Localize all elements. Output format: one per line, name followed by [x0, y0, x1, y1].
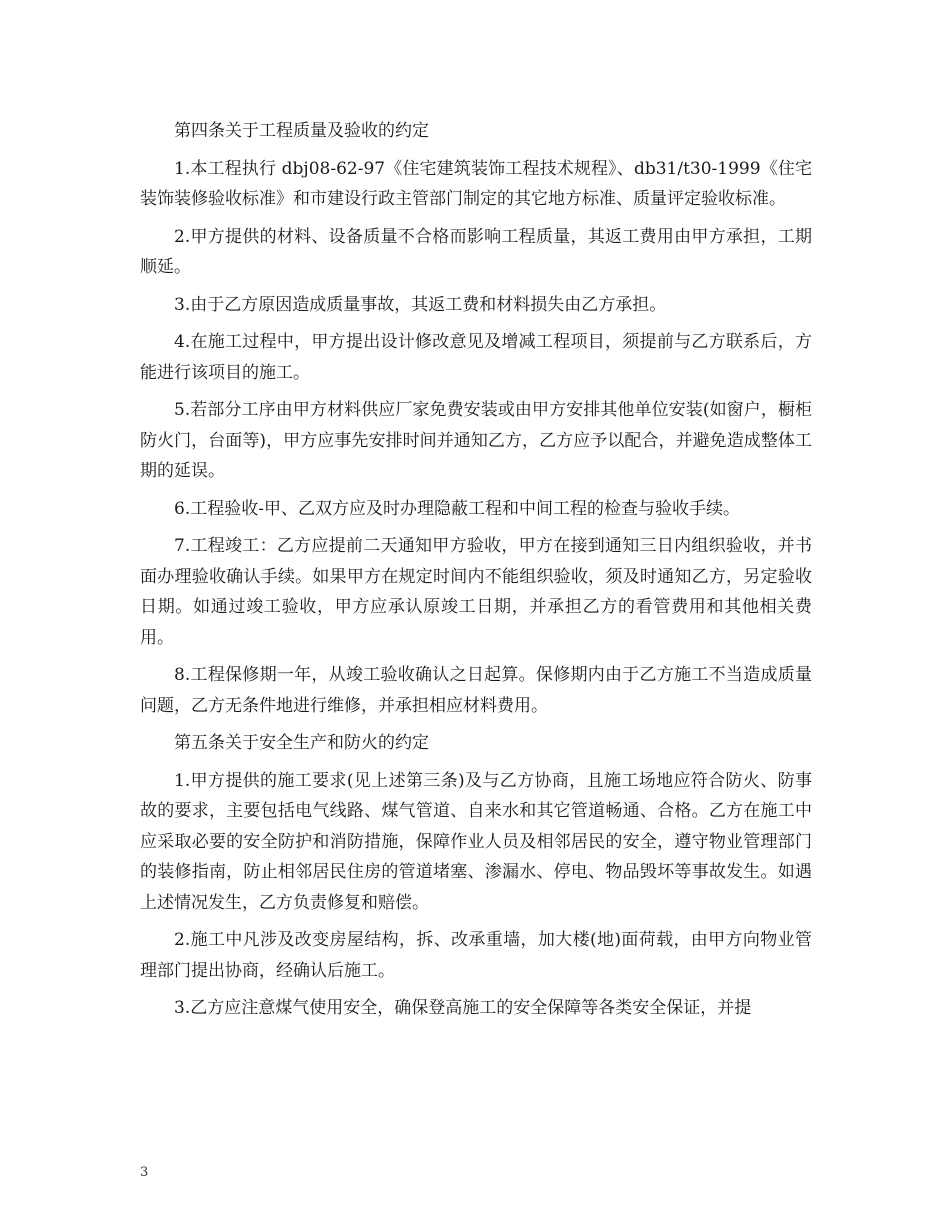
paragraph: 3.由于乙方原因造成质量事故，其返工费和材料损失由乙方承担。 [174, 294, 667, 315]
paragraph: 2.施工中凡涉及改变房屋结构，拆、改承重墙，加大楼(地)面荷载，由甲方向物业管理部门提出协商，经确认后施工。 [140, 930, 812, 981]
paragraph: 5.若部分工序由甲方材料供应厂家免费安装或由甲方安排其他单位安装(如窗户，橱柜防火门，台面等)，甲方应事先安排时间并通知乙方，乙方应予以配合，并避免造成整体工期的延误。 [140, 400, 812, 481]
paragraph: 4.在施工过程中，甲方提出设计修改意见及增减工程项目，须提前与乙方联系后，方能进行该项目的施工。 [140, 332, 812, 383]
section-heading-article-5: 第五条关于安全生产和防火的约定 [174, 733, 429, 753]
document-body [140, 116, 812, 1031]
paragraph: 2.甲方提供的材料、设备质量不合格而影响工程质量，其返工费用由甲方承担，工期顺延。 [140, 226, 812, 277]
section-heading-article-4: 第四条关于工程质量及验收的约定 [174, 121, 429, 141]
paragraph: 8.工程保修期一年，从竣工验收确认之日起算。保修期内由于乙方施工不当造成质量问题，乙方无条件地进行维修，并承担相应材料费用。 [140, 665, 812, 716]
page-number: 3 [140, 1165, 149, 1180]
paragraph: 6.工程验收-甲、乙双方应及时办理隐蔽工程和中间工程的检查与验收手续。 [174, 498, 740, 519]
paragraph: 3.乙方应注意煤气使用安全，确保登高施工的安全保障等各类安全保证，并提 [174, 998, 752, 1018]
paragraph: 7.工程竣工：乙方应提前二天通知甲方验收，甲方在接到通知三日内组织验收，并书面办理验收确认手续。如果甲方在规定时间内不能组织验收，须及时通知乙方，另定验收日期。如通过竣工验收，甲方应承认原竣工日期，并承担乙方的看管费用和其他相关费用。 [140, 536, 812, 648]
paragraph: 1.本工程执行 dbj08-62-97《住宅建筑装饰工程技术规程》、db31/t30-1999《住宅装饰装修验收标准》和市建设行政主管部门制定的其它地方标准、质量评定验收标准。 [140, 158, 812, 209]
paragraph: 1.甲方提供的施工要求(见上述第三条)及与乙方协商，且施工场地应符合防火、防事故的要求，主要包括电气线路、煤气管道、自来水和其它管道畅通、合格。乙方在施工中应采取必要的安全防护和消防措施，保障作业人员及相邻居民的安全，遵守物业管理部门的装修指南，防止相邻居民住房的管道堵塞、渗漏水、停电、物品毁坏等事故发生。如遇上述情况发生，乙方负责修复和赔偿。 [140, 770, 812, 913]
